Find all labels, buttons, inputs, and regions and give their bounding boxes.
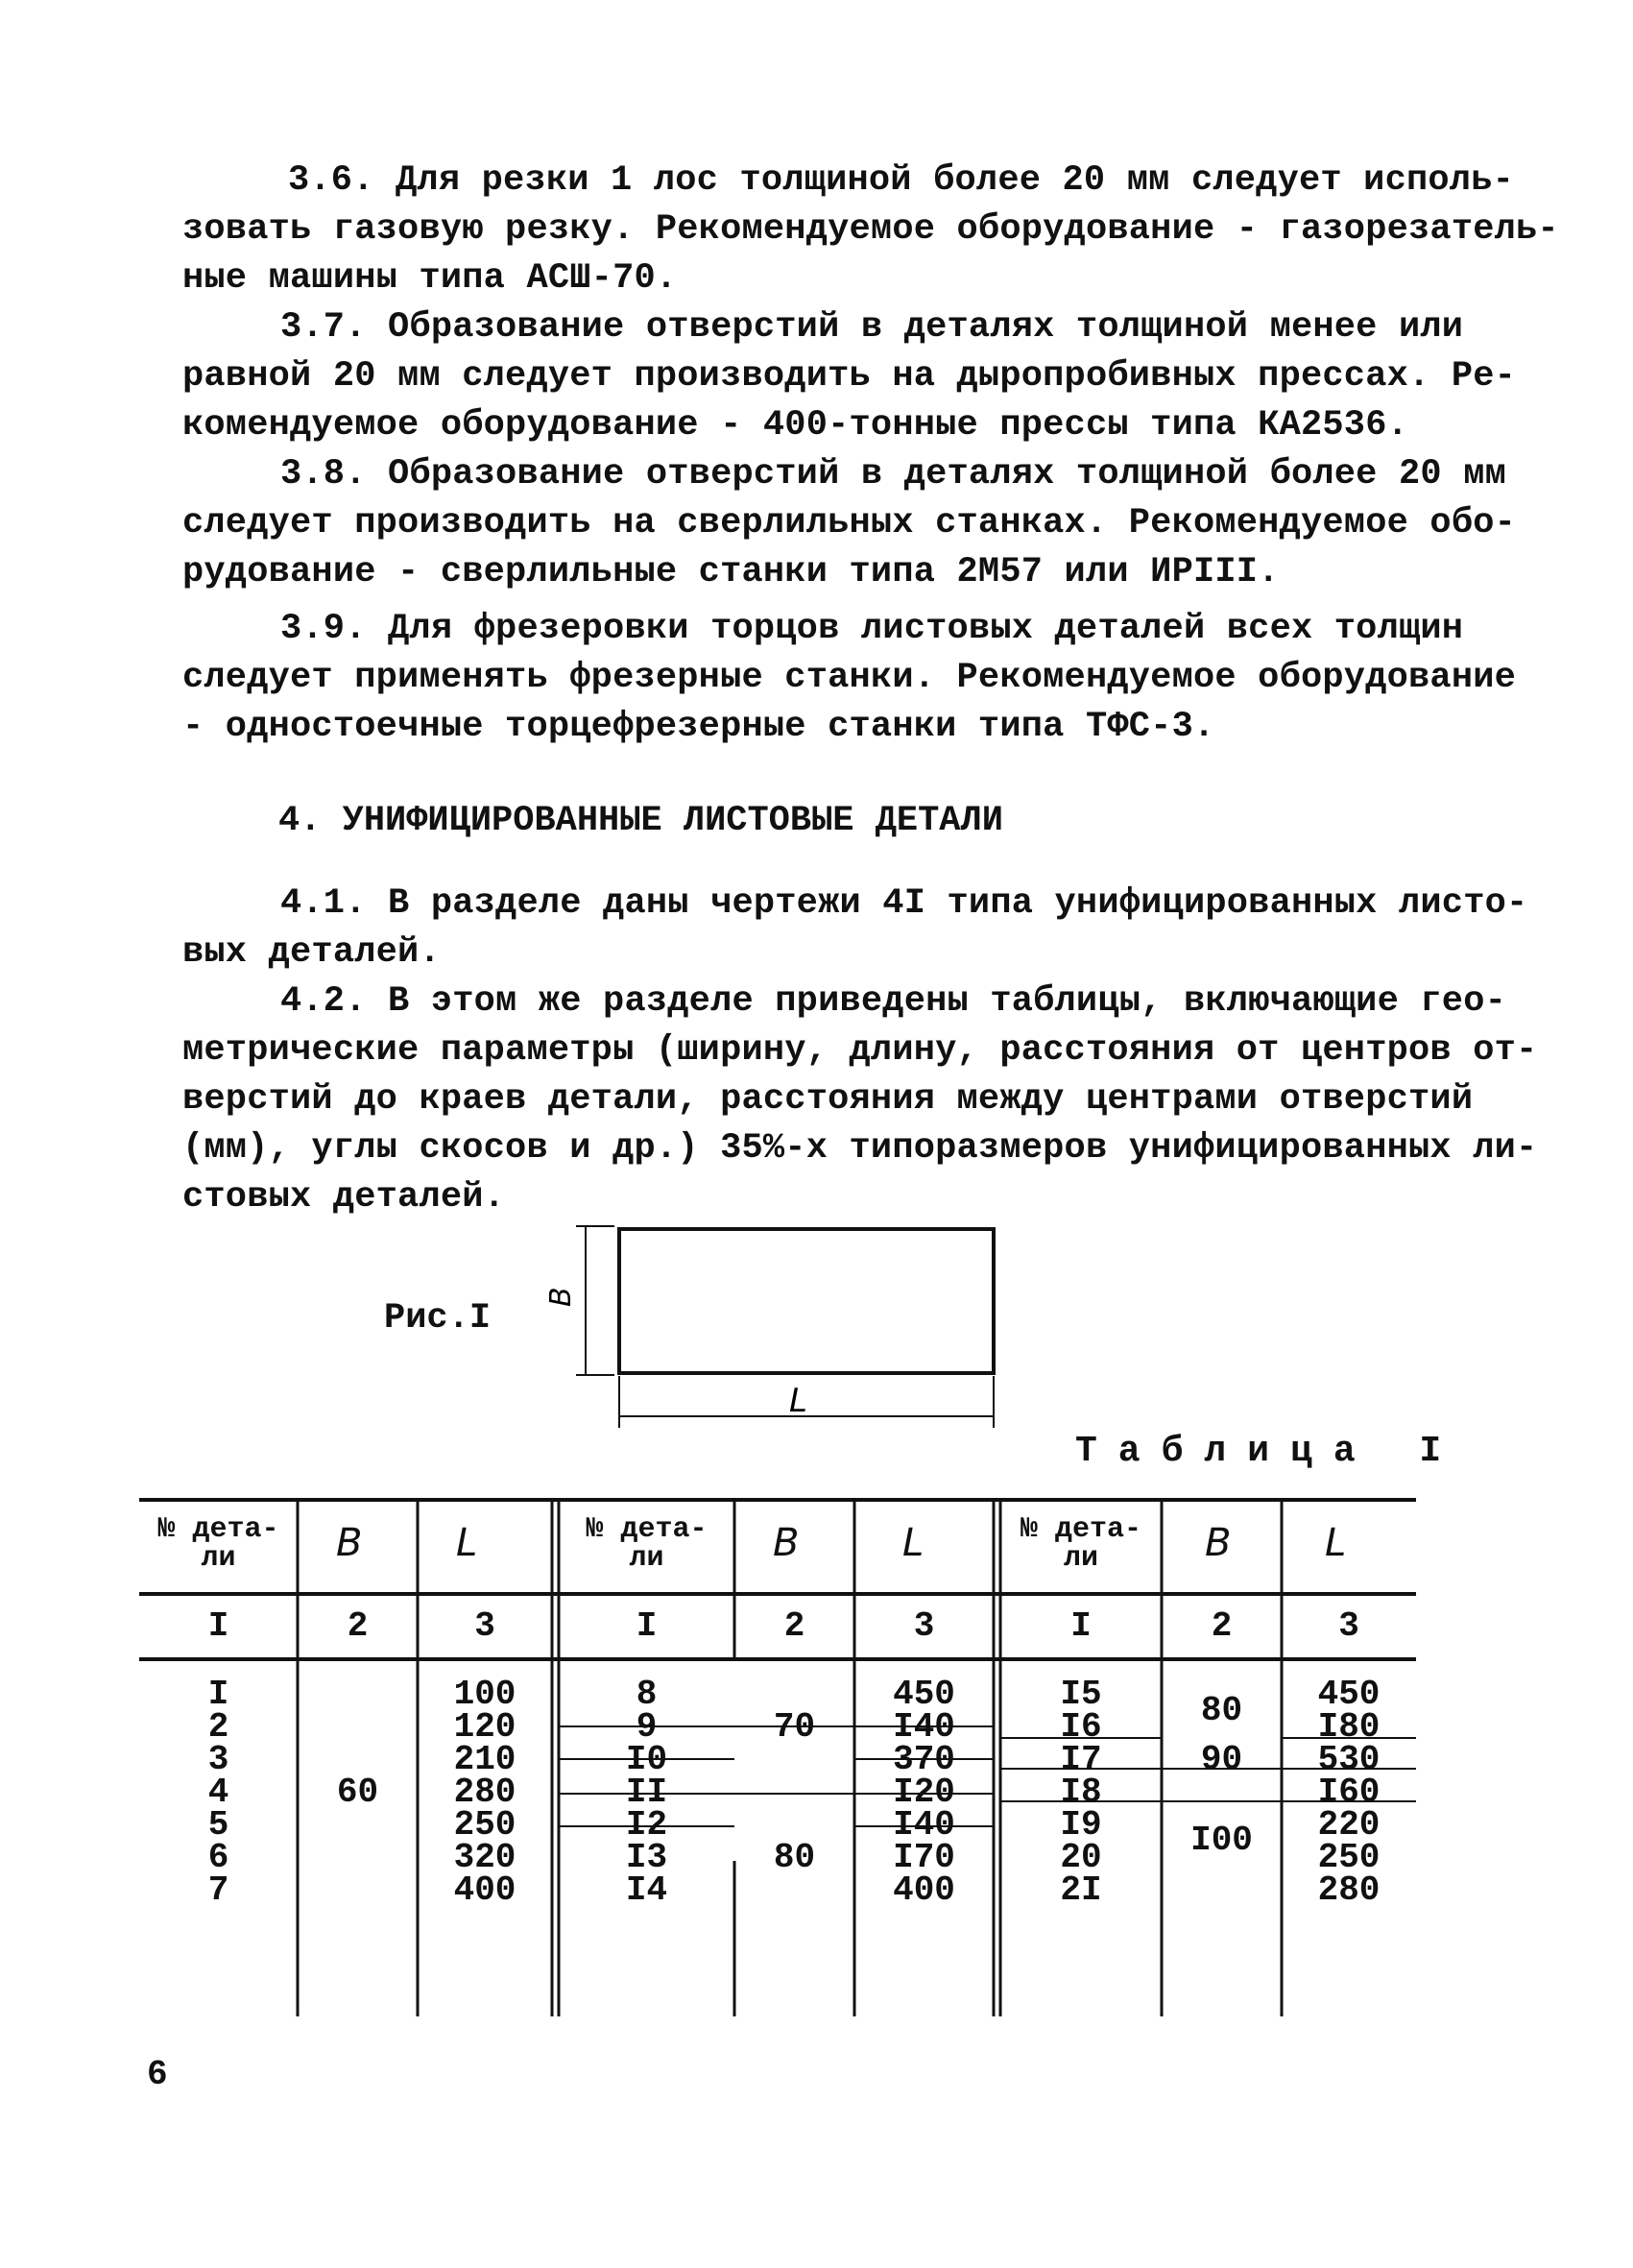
paragraph-3-6-line-2: зовать газовую резку. Рекомендуемое оборудование - газорезатель- <box>182 209 1559 250</box>
header-part-number-2: № дета- ли <box>586 1513 708 1575</box>
paragraph-3-6-line-1: 3.6. Для резки 1 лос толщиной более 20 мм следует исполь- <box>288 160 1515 201</box>
table-cell-id: I2 <box>625 1805 668 1845</box>
table-cell-l: 400 <box>453 1870 516 1910</box>
column-number: 3 <box>474 1606 495 1646</box>
table-cell-id: 5 <box>207 1805 229 1845</box>
table-cell-id: I <box>207 1675 229 1714</box>
table-cell-id: 2I <box>1060 1870 1102 1910</box>
paragraph-3-8-line-2: следует производить на сверлильных станках. Рекомендуемое обо- <box>182 503 1517 543</box>
table-cell-id: 8 <box>636 1675 658 1714</box>
header-l-3: L <box>1325 1521 1347 1565</box>
column-number: I <box>1070 1606 1092 1646</box>
paragraph-3-9-line-3: - одностоечные торцефрезерные станки типа ТФС-3. <box>182 707 1215 747</box>
table-cell-b: 80 <box>773 1838 816 1877</box>
paragraph-3-8-line-1: 3.8. Образование отверстий в деталях толщиной более 20 мм <box>280 454 1507 495</box>
table-cell-id: I8 <box>1060 1773 1102 1812</box>
table-cell-l: 280 <box>453 1773 516 1812</box>
table-cell-id: I0 <box>625 1740 668 1779</box>
header-b-2: B <box>773 1521 800 1565</box>
paragraph-3-7-line-3: комендуемое оборудование - 400-тонные прессы типа КА2536. <box>182 405 1409 446</box>
length-symbol: L <box>789 1382 807 1420</box>
table-cell-b: 90 <box>1200 1740 1243 1779</box>
column-number: 3 <box>1338 1606 1359 1646</box>
table-cell-id: 4 <box>207 1773 229 1812</box>
table-cell-id: 9 <box>636 1707 658 1747</box>
table-cell-l: 220 <box>1317 1805 1381 1845</box>
column-number: I <box>207 1606 229 1646</box>
paragraph-3-8-line-3: рудование - сверлильные станки типа 2М57 или ИРIII. <box>182 552 1280 592</box>
paragraph-3-9-line-1: 3.9. Для фрезеровки торцов листовых деталей всех толщин <box>280 609 1464 649</box>
table-cell-l: 100 <box>453 1675 516 1714</box>
table-cell-id: I4 <box>625 1870 668 1910</box>
header-b-3: B <box>1205 1521 1232 1565</box>
paragraph-4-2-line-3: верстий до краев детали, расстояния между центрами отверстий <box>182 1079 1474 1120</box>
table-cell-id: 6 <box>207 1838 229 1877</box>
table-cell-id: I7 <box>1060 1740 1102 1779</box>
table-cell-id: I6 <box>1060 1707 1102 1747</box>
header-l-1: L <box>456 1521 478 1565</box>
paragraph-3-9-line-2: следует применять фрезерные станки. Рекомендуемое оборудование <box>182 658 1517 698</box>
table-caption: Таблица I <box>1075 1431 1463 1472</box>
table-cell-id: 20 <box>1060 1838 1102 1877</box>
table-cell-l: 530 <box>1317 1740 1381 1779</box>
page-number: 6 <box>147 2055 168 2094</box>
table-cell-id: I5 <box>1060 1675 1102 1714</box>
table-cell-l: 280 <box>1317 1870 1381 1910</box>
paragraph-4-2-line-4: (мм), углы скосов и др.) 35%-х типоразмеров унифицированных ли- <box>182 1128 1538 1169</box>
table-cell-l: 250 <box>453 1805 516 1845</box>
table-cell-l: 120 <box>453 1707 516 1747</box>
column-number: 2 <box>1211 1606 1233 1646</box>
table-cell-b: I00 <box>1190 1821 1253 1860</box>
section-heading: 4. УНИФИЦИРОВАННЫЕ ЛИСТОВЫЕ ДЕТАЛИ <box>278 801 1003 841</box>
table-cell-l: 320 <box>453 1838 516 1877</box>
parts-table <box>139 1498 1416 2036</box>
paragraph-3-7-line-2: равной 20 мм следует производить на дыропробивных прессах. Ре- <box>182 356 1517 397</box>
header-b-1: B <box>336 1521 363 1565</box>
figure-label: Рис.I <box>384 1298 492 1339</box>
header-part-number-1: № дета- ли <box>157 1513 279 1575</box>
header-l-2: L <box>902 1521 925 1565</box>
figure-drawing <box>538 1215 1018 1436</box>
paragraph-4-2-line-1: 4.2. В этом же разделе приведены таблицы, включающие гео- <box>280 981 1507 1022</box>
table-cell-id: 2 <box>207 1707 229 1747</box>
table-cell-l: I40 <box>893 1805 955 1845</box>
table-cell-l: I70 <box>893 1838 955 1877</box>
column-number: 3 <box>913 1606 935 1646</box>
paragraph-4-2-line-2: метрические параметры (ширину, длину, расстояния от центров от- <box>182 1030 1538 1071</box>
paragraph-4-2-line-5: стовых деталей. <box>182 1177 506 1218</box>
column-number: 2 <box>783 1606 805 1646</box>
column-number: I <box>636 1606 658 1646</box>
table-cell-l: 450 <box>1317 1675 1381 1714</box>
table-cell-id: I3 <box>625 1838 668 1877</box>
width-symbol: B <box>544 1287 578 1307</box>
table-cell-l: 450 <box>893 1675 955 1714</box>
table-cell-b: 70 <box>773 1707 816 1747</box>
table-cell-id: 7 <box>207 1870 229 1910</box>
table-cell-l: 370 <box>893 1740 955 1779</box>
table-cell-b: 60 <box>336 1773 379 1812</box>
column-number: 2 <box>347 1606 369 1646</box>
table-cell-l: I20 <box>893 1773 955 1812</box>
table-cell-l: I80 <box>1317 1707 1381 1747</box>
plate-rectangle <box>619 1229 994 1373</box>
table-cell-id: II <box>625 1773 668 1812</box>
paragraph-4-1-line-2: вых деталей. <box>182 932 441 973</box>
table-cell-b: 80 <box>1200 1691 1243 1730</box>
table-cell-id: I9 <box>1060 1805 1102 1845</box>
header-part-number-3: № дета- ли <box>1020 1513 1142 1575</box>
table-cell-l: I60 <box>1317 1773 1381 1812</box>
table-cell-l: 400 <box>893 1870 955 1910</box>
table-cell-l: 210 <box>453 1740 516 1779</box>
paragraph-4-1-line-1: 4.1. В разделе даны чертежи 4I типа унифицированных листо- <box>280 883 1528 924</box>
paragraph-3-7-line-1: 3.7. Образование отверстий в деталях толщиной менее или <box>280 307 1464 348</box>
table-cell-id: 3 <box>207 1740 229 1779</box>
table-cell-l: I40 <box>893 1707 955 1747</box>
paragraph-3-6-line-3: ные машины типа АСШ-70. <box>182 258 678 299</box>
table-cell-l: 250 <box>1317 1838 1381 1877</box>
